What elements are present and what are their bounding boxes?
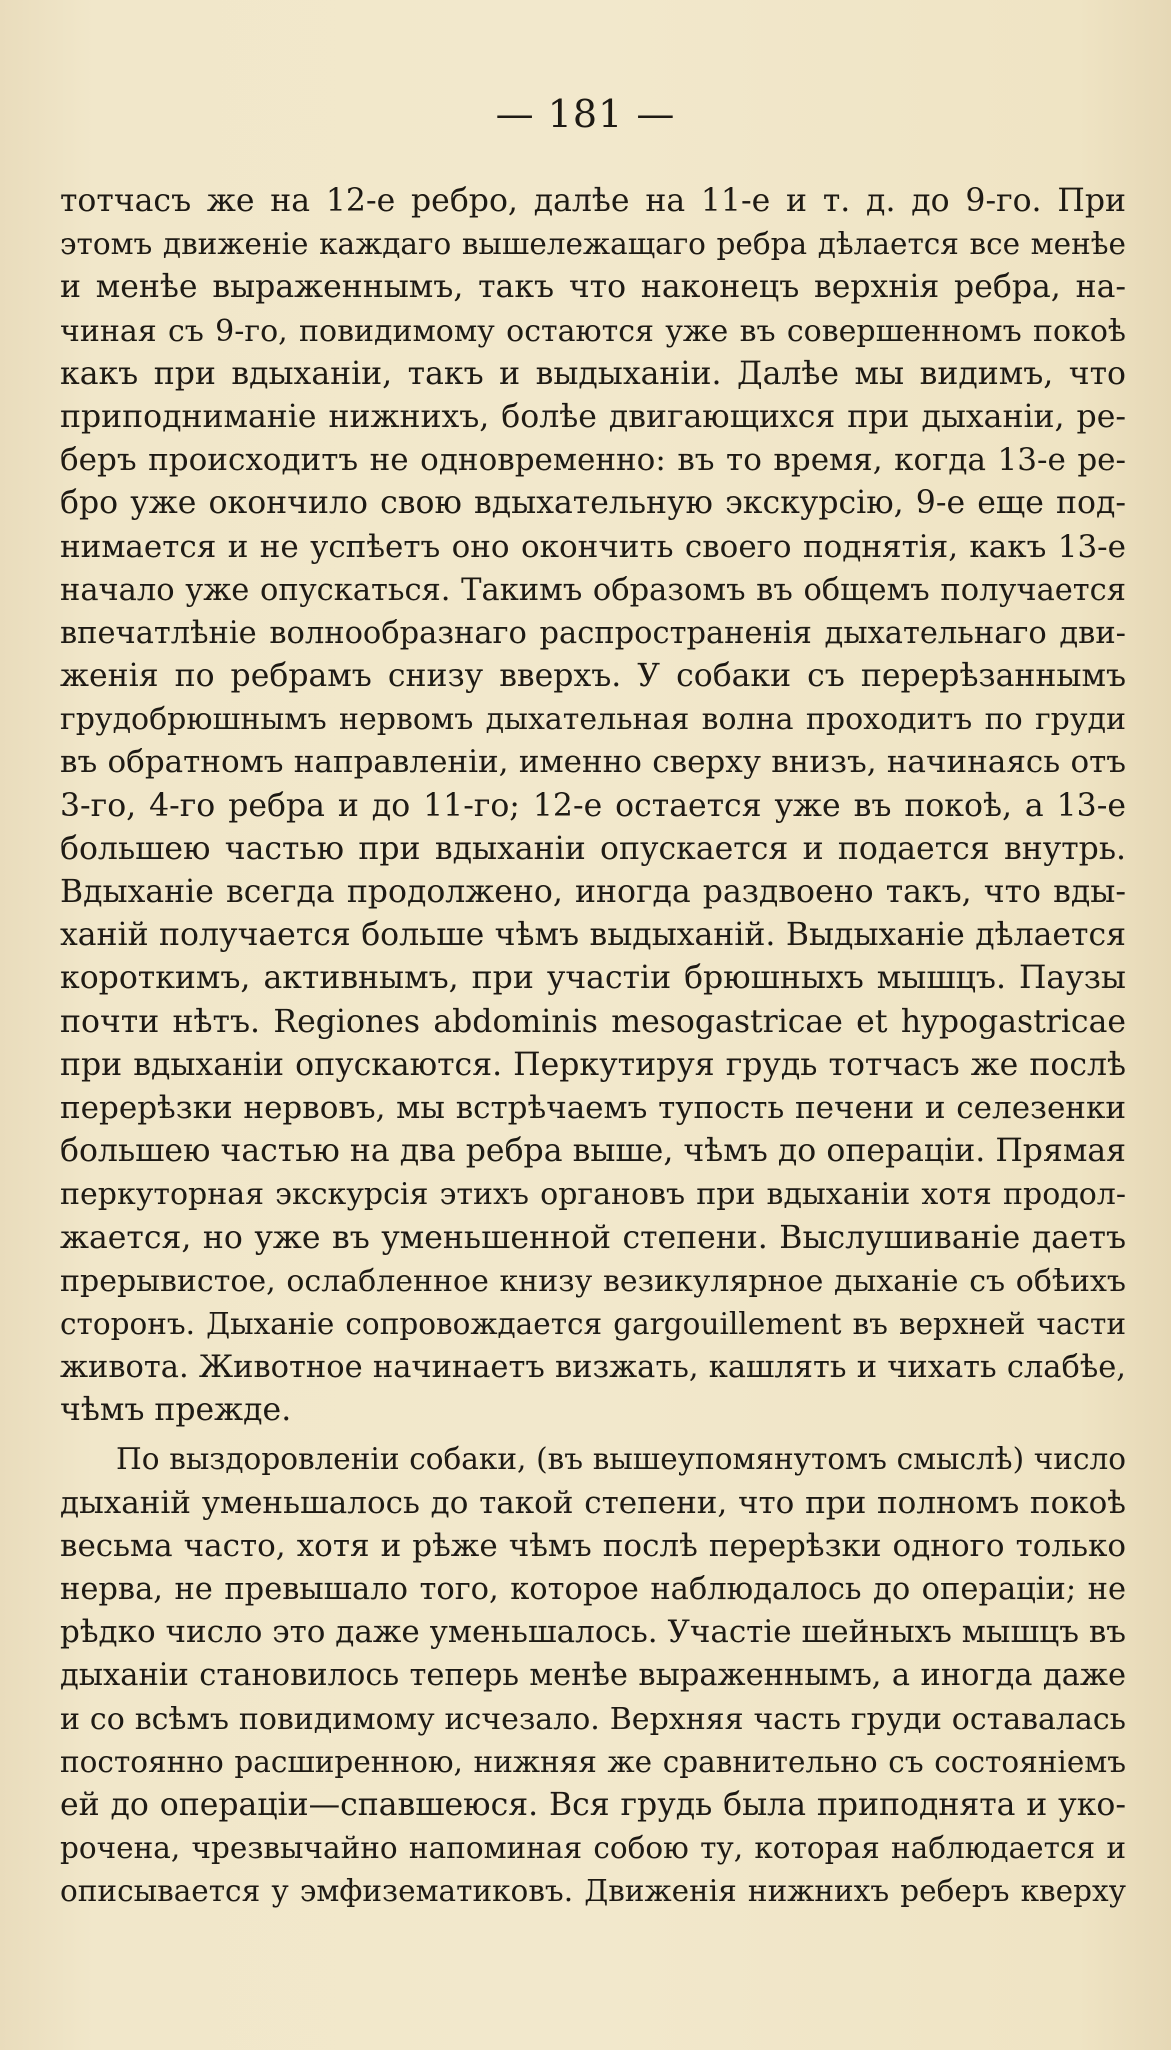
text-line: жается, но уже въ уменьшенной степени. Выслушиваніе даетъ	[60, 1219, 1126, 1256]
text-line: этомъ движеніе каждаго вышележащаго ребра дѣлается все менѣе	[60, 227, 1126, 262]
text-line: беръ происходитъ не одновременно: въ то время, когда 13-е ре-	[60, 442, 1126, 479]
text-line: рочена, чрезвычайно напоминая собою ту, которая наблюдается и	[60, 1831, 1126, 1866]
text-line: ханій получается больше чѣмъ выдыханій. Выдыханіе дѣлается	[60, 917, 1126, 954]
text-line: большею частью на два ребра выше, чѣмъ до операціи. Прямая	[60, 1133, 1126, 1170]
text-line: дыханій уменьшалось до такой степени, что при полномъ покоѣ	[60, 1484, 1126, 1521]
text-line: перерѣзки нервовъ, мы встрѣчаемъ тупость печени и селезенки	[60, 1089, 1126, 1126]
text-line: и со всѣмъ повидимому исчезало. Верхняя часть груди оставалась	[60, 1701, 1126, 1737]
text-line: дыханіи становилось теперь менѣе выраженнымъ, а иногда даже	[60, 1658, 1126, 1694]
text-line: и менѣе выраженнымъ, такъ что наконецъ верхнія ребра, на-	[60, 269, 1126, 306]
text-line: По выздоровленіи собаки, (въ вышеупомянутомъ смыслѣ) число	[116, 1442, 1126, 1477]
text-line: приподниманіе нижнихъ, болѣе двигающихся при дыханіи, ре-	[60, 398, 1126, 435]
text-line: живота. Животное начинаетъ визжать, кашлять и чихать слабѣе,	[60, 1350, 1126, 1386]
text-line: описывается у эмфизематиковъ. Движенія нижнихъ реберъ кверху	[60, 1874, 1126, 1909]
text-line: какъ при вдыханіи, такъ и выдыханіи. Далѣе мы видимъ, что	[60, 355, 1126, 392]
text-line: грудобрюшнымъ нервомъ дыхательная волна проходитъ по груди	[60, 702, 1126, 738]
paragraph-1	[60, 180, 1126, 1432]
text-line: въ обратномъ направленіи, именно сверху внизъ, начинаясь отъ	[60, 744, 1126, 781]
text-line: постоянно расширенною, нижняя же сравнительно съ состояніемъ	[60, 1744, 1126, 1779]
text-line: при вдыханіи опускаются. Перкутируя грудь тотчасъ же послѣ	[60, 1046, 1126, 1083]
text-line: короткимъ, активнымъ, при участіи брюшныхъ мышцъ. Паузы	[60, 960, 1126, 997]
text-line: женія по ребрамъ снизу вверхъ. У собаки съ перерѣзаннымъ	[60, 658, 1126, 695]
text-line: тотчасъ же на 12-е ребро, далѣе на 11-е и т. д. до 9-го. При	[60, 183, 1126, 219]
text-line: ей до операціи—спавшеюся. Вся грудь была приподнята и уко-	[60, 1786, 1126, 1823]
paragraph-2	[60, 1438, 1126, 1913]
text-line: нерва, не превышало того, которое наблюдалось до операціи; не	[60, 1572, 1126, 1607]
text-line: чиная съ 9-го, повидимому остаются уже въ совершенномъ покоѣ	[60, 313, 1126, 349]
text-line: чѣмъ прежде.	[60, 1392, 292, 1429]
text-line: начало уже опускаться. Такимъ образомъ въ общемъ получается	[60, 572, 1126, 608]
text-line: перкуторная экскурсія этихъ органовъ при вдыханіи хотя продол-	[60, 1177, 1126, 1213]
page-number: — 181 —	[495, 92, 676, 136]
text-line: прерывистое, ослабленное книзу везикулярное дыханіе съ обѣихъ	[60, 1263, 1126, 1299]
text-line: большею частью при вдыханіи опускается и подается внутрь.	[60, 830, 1126, 867]
text-line: рѣдко число это даже уменьшалось. Участіе шейныхъ мышцъ въ	[60, 1614, 1126, 1651]
text-line: нимается и не успѣетъ оно окончить своего поднятія, какъ 13-е	[60, 528, 1126, 565]
text-body	[60, 180, 1126, 1914]
text-line: весьма часто, хотя и рѣже чѣмъ послѣ перерѣзки одного только	[60, 1527, 1126, 1564]
text-line: Вдыханіе всегда продолжено, иногда раздвоено такъ, что вды-	[60, 874, 1126, 910]
text-line: почти нѣтъ. Regiones abdominis mesogastricae et hypogastricae	[60, 1003, 1126, 1040]
text-line: 3-го, 4-го ребра и до 11-го; 12-е остается уже въ покоѣ, а 13-е	[60, 787, 1126, 824]
text-line: сторонъ. Дыханіе сопровождается gargouillement въ верхней части	[60, 1306, 1126, 1341]
text-line: бро уже окончило свою вдыхательную экскурсію, 9-е еще под-	[60, 485, 1126, 522]
text-line: впечатлѣніе волнообразнаго распространенія дыхательнаго дви-	[60, 615, 1126, 651]
